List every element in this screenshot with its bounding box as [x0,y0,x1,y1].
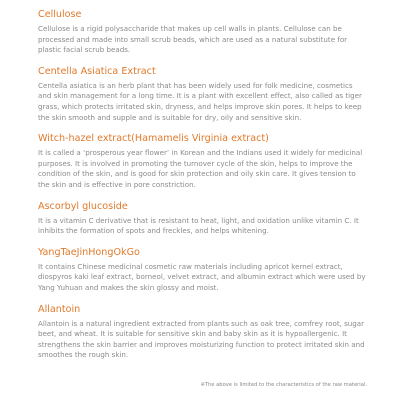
section-allantoin [38,303,368,361]
section-body: Cellulose is a rigid polysaccharide that makes up cell walls in plants. Cellulose can be processed and made into small scrub beads, which are used as a natural substitute for plastic facial scrub beads. [38,24,348,55]
section-body: Allantoin is a natural ingredient extracted from plants such as oak tree, comfrey root, sugar beet, and wheat. It is suitable for sensitive skin and baby skin as it is hypoallergenic. It strengthens the skin barrier and improves moisturizing function to protect irritated skin and smoothes the rough skin. [38,318,365,360]
section-title: Centella Asiatica Extract [38,65,156,77]
section-title: Ascorbyl glucoside [38,200,128,212]
section-ascorbyl-glucoside [38,200,368,237]
section-title: Witch-hazel extract(Hamamelis Virginia extract) [38,133,269,145]
section-body: Centella asiatica is an herb plant that has been widely used for folk medicine, cosmetics and skin management for a long time. It is a plant with excellent effect, also called as tiger grass, which protects irritated skin, dryness, and helps improve skin pores. It helps to keep the skin smooth and supple and is suitable for dry, oily and sensitive skin. [38,80,362,122]
footnote: ※The above is limited to the characteristics of the raw material. [200,382,367,388]
section-title: Cellulose [38,9,82,20]
section-cellulose [38,8,368,56]
section-body: It is a vitamin C derivative that is resistant to heat, light, and oxidation unlike vitamin C. It inhibits the formation of spots and freckles, and helps whitening. [38,215,359,236]
ingredient-list [38,8,368,370]
section-body: It contains Chinese medicinal cosmetic raw materials including apricot kernel extract, diospyros kaki leaf extract, borneol, velvet extract, and albumin extract which were used by Yang Yuhuan and makes the skin glossy and moist. [38,261,366,292]
section-centella-asiatica-extract [38,65,368,123]
section-witch-hazel-extract [38,132,368,190]
section-body: It is called a ‘prosperous year flower’ in Korean and the Indians used it widely for medicinal purposes. It is involved in promoting the turnover cycle of the skin, helps to improve the condition of the skin, and is good for skin protection and oily skin care. It gives tension to the skin and is effective in pore constriction. [38,148,363,189]
section-title: Allantoin [38,303,81,315]
section-yangtaejinhongokgo [38,246,368,294]
section-title: YangTaeJinHongOkGo [38,246,140,258]
